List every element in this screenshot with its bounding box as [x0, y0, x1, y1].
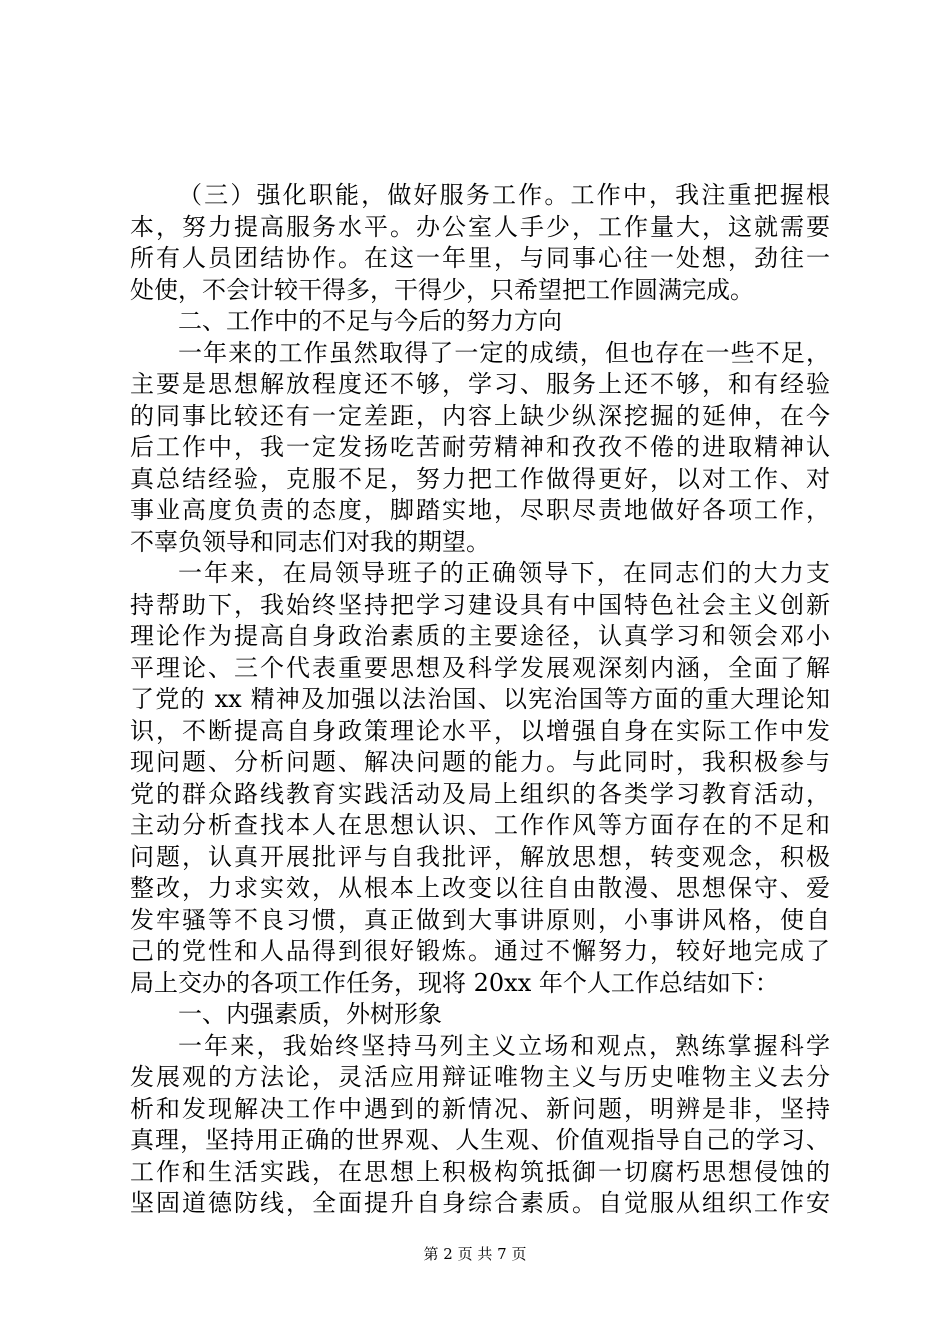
document-body [130, 180, 830, 1220]
text-line: 发展观的方法论，灵活应用辩证唯物主义与历史唯物主义去分 [130, 1063, 830, 1091]
text-line: 真总结经验，克服不足，努力把工作做得更好，以对工作、对 [130, 464, 830, 493]
text-line: 发牢骚等不良习惯，真正做到大事讲原则，小事讲风格，使自 [130, 905, 830, 934]
text-line: 持帮助下，我始终坚持把学习建设具有中国特色社会主义创新 [130, 590, 830, 619]
text-line: 处使，不会计较干得多，干得少，只希望把工作圆满完成。 [130, 275, 754, 304]
page-number-footer: 第 2 页 共 7 页 [423, 1245, 527, 1263]
text-line: 事业高度负责的态度，脚踏实地，尽职尽责地做好各项工作， [130, 496, 830, 524]
text-line: 真理，坚持用正确的世界观、人生观、价值观指导自己的学习、 [130, 1126, 830, 1154]
text-line: 一年来，我始终坚持马列主义立场和观点，熟练掌握科学 [178, 1031, 830, 1060]
text-line: 平理论、三个代表重要思想及科学发展观深刻内涵，全面了解 [130, 653, 830, 682]
text-line: 坚固道德防线，全面提升自身综合素质。自觉服从组织工作安 [130, 1189, 830, 1217]
text-line: 主要是思想解放程度还不够，学习、服务上还不够，和有经验 [130, 370, 830, 398]
text-line: （三）强化职能，做好服务工作。工作中，我注重把握根 [178, 181, 830, 209]
text-line: 了党的 xx 精神及加强以法治国、以宪治国等方面的重大理论知 [130, 685, 830, 713]
text-line: 析和发现解决工作中遇到的新情况、新问题，明辨是非，坚持 [130, 1094, 830, 1123]
text-line: 不辜负领导和同志们对我的期望。 [130, 527, 490, 556]
text-line: 主动分析查找本人在思想认识、工作作风等方面存在的不足和 [130, 811, 830, 839]
text-line: 现问题、分析问题、解决问题的能力。与此同时，我积极参与 [130, 748, 830, 776]
text-line: 本，努力提高服务水平。办公室人手少，工作量大，这就需要 [130, 212, 830, 241]
text-line: 所有人员团结协作。在这一年里，与同事心往一处想，劲往一 [130, 244, 830, 272]
text-line: 后工作中，我一定发扬吃苦耐劳精神和孜孜不倦的进取精神认 [130, 433, 830, 461]
text-line: 识，不断提高自身政策理论水平，以增强自身在实际工作中发 [130, 716, 830, 745]
text-line: 整改，力求实效，从根本上改变以往自由散漫、思想保守、爱 [130, 874, 830, 902]
text-line: 工作和生活实践，在思想上积极构筑抵御一切腐朽思想侵蚀的 [130, 1157, 830, 1186]
section-heading: 一、内强素质，外树形象 [178, 1000, 442, 1028]
text-line: 局上交办的各项工作任务，现将 20xx 年个人工作总结如下： [130, 968, 779, 997]
text-line: 一年来，在局领导班子的正确领导下，在同志们的大力支 [178, 559, 830, 587]
text-line: 一年来的工作虽然取得了一定的成绩，但也存在一些不足， [178, 338, 830, 367]
text-line: 理论作为提高自身政治素质的主要途径，认真学习和领会邓小 [130, 622, 830, 650]
text-line: 问题，认真开展批评与自我批评，解放思想，转变观念，积极 [130, 842, 830, 871]
text-line: 己的党性和人品得到很好锻炼。通过不懈努力，较好地完成了 [130, 937, 830, 965]
text-line: 的同事比较还有一定差距，内容上缺少纵深挖掘的延伸，在今 [130, 401, 830, 430]
section-heading: 二、工作中的不足与今后的努力方向 [178, 307, 562, 335]
text-line: 党的群众路线教育实践活动及局上组织的各类学习教育活动， [130, 779, 830, 808]
